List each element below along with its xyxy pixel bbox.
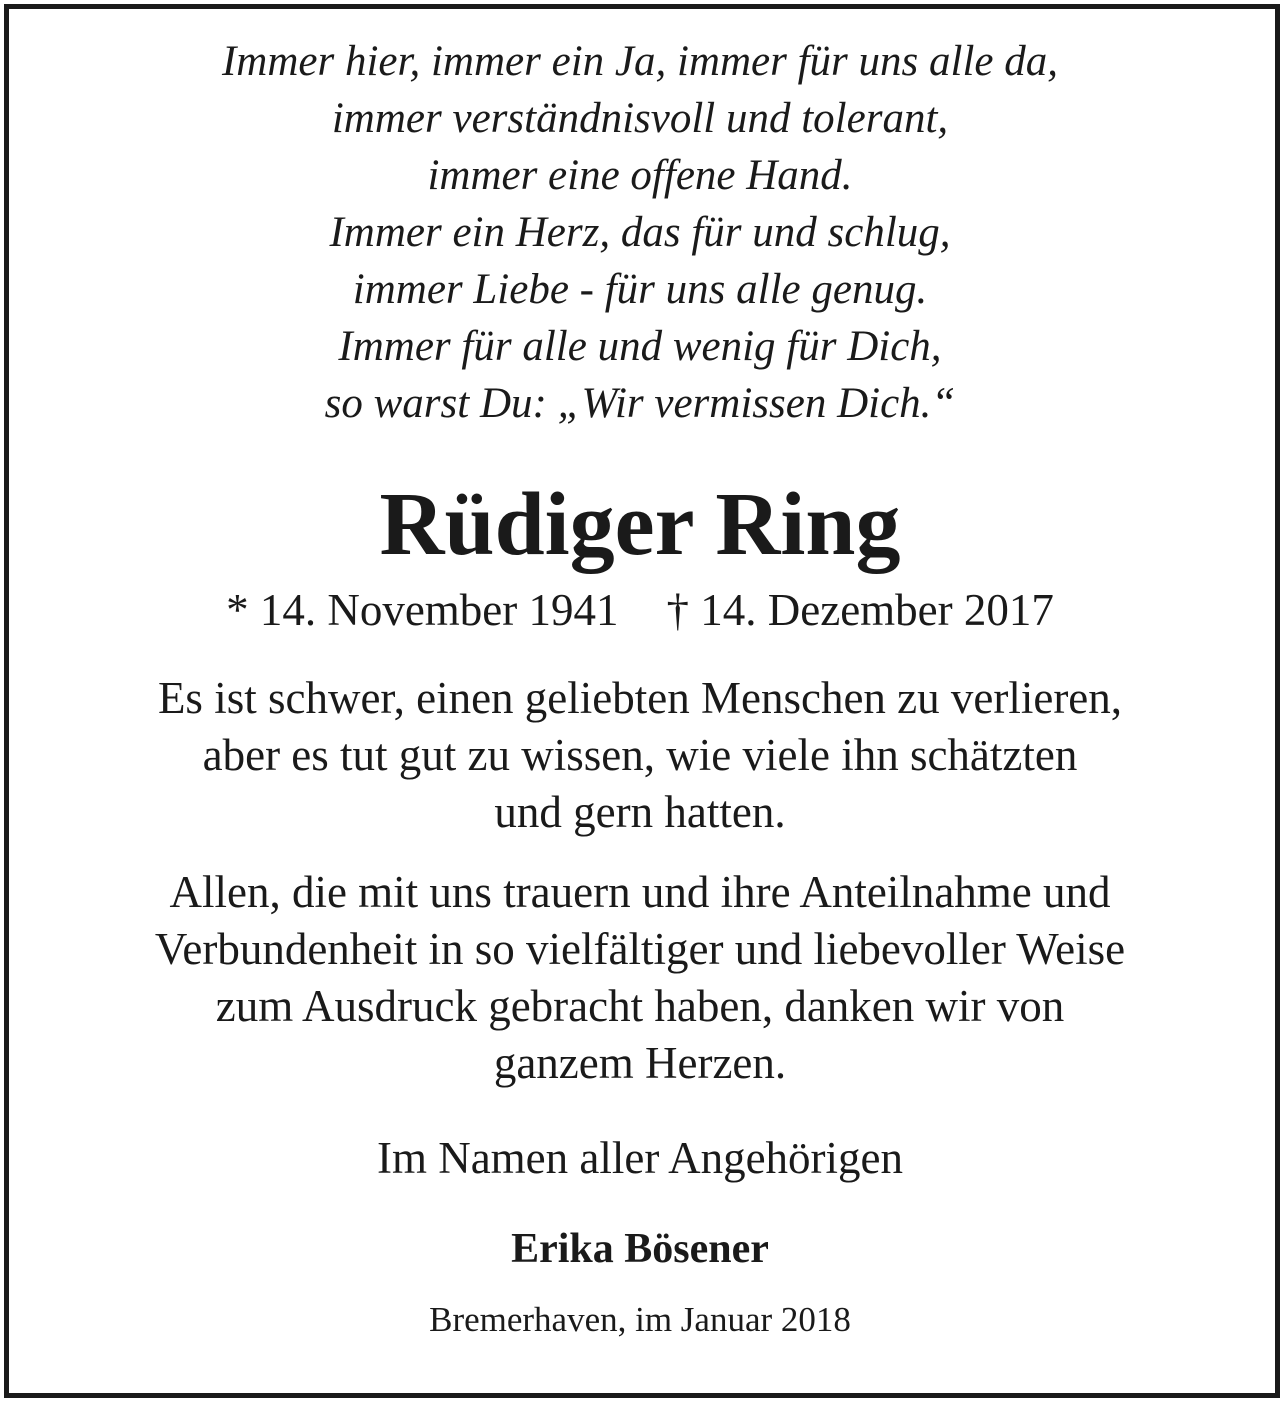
place-date: Bremerhaven, im Januar 2018 [429,1300,851,1339]
death-date: † 14. Dezember 2017 [666,585,1054,635]
poem-line: so warst Du: „Wir vermissen Dich.“ [324,380,956,427]
message-line: und gern hatten. [494,787,786,837]
poem-line: Immer ein Herz, das für und schlug, [329,209,951,256]
message-line: Es ist schwer, einen geliebten Menschen zu verlieren, [157,673,1123,723]
signer-name: Erika Bösener [511,1226,769,1272]
poem-line: immer verständnisvoll und tolerant, [331,95,949,142]
message-paragraph-1 [0,670,1280,841]
memorial-poem [0,33,1280,432]
message-line: Verbundenheit in so vielfältiger und liebevoller Weise [154,924,1126,974]
birth-date: * 14. November 1941 [226,585,619,635]
poem-line: Immer für alle und wenig für Dich, [338,323,942,370]
life-dates [0,582,1280,638]
message-line: Allen, die mit uns trauern und ihre Anteilnahme und [169,867,1111,917]
message-line: zum Ausdruck gebracht haben, danken wir von [215,981,1065,1031]
deceased-name: Rüdiger Ring [379,475,901,574]
message-line: ganzem Herzen. [493,1038,787,1088]
message-paragraph-2 [0,864,1280,1092]
on-behalf-line: Im Namen aller Angehörigen [376,1133,904,1183]
poem-line: immer eine offene Hand. [427,152,853,199]
poem-line: Immer hier, immer ein Ja, immer für uns alle da, [221,38,1058,85]
poem-line: immer Liebe - für uns alle genug. [352,266,928,313]
message-line: aber es tut gut zu wissen, wie viele ihn schätzten [202,730,1078,780]
